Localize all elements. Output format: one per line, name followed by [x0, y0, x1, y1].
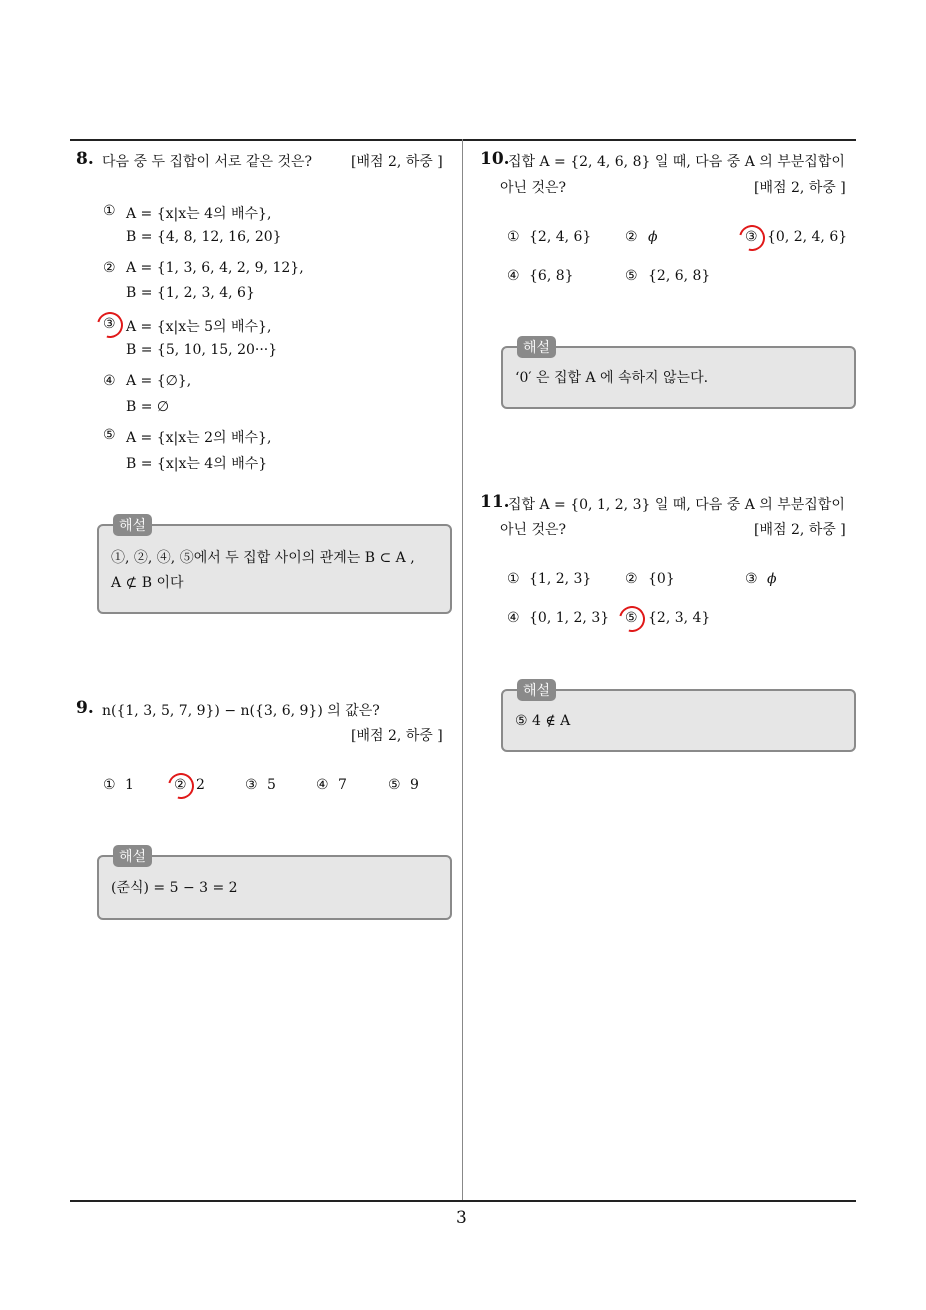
option-1-marker[interactable]: ①: [507, 571, 520, 587]
question-prompt-line2: 아닌 것은?: [500, 180, 567, 196]
option-5-value: {2, 6, 8}: [648, 268, 711, 284]
explanation-label: 해설: [113, 514, 152, 536]
explanation-line1: ①, ②, ④, ⑤에서 두 집합 사이의 관계는 B ⊂ A ,: [111, 550, 415, 566]
score-meta: [배점 2, 하중 ]: [351, 154, 443, 170]
question-prompt-line2: 아닌 것은?: [500, 522, 567, 538]
explanation-box: [97, 518, 452, 614]
question-number: 11.: [480, 492, 510, 512]
option-3-marker[interactable]: ③: [245, 777, 258, 793]
score-meta: [배점 2, 하중 ]: [754, 180, 846, 196]
option-3-marker[interactable]: ③: [745, 229, 758, 245]
option-1-value: {2, 4, 6}: [529, 229, 592, 245]
option-1-value: 1: [125, 777, 134, 793]
answer-circle-mark: [92, 307, 128, 343]
score-meta: [배점 2, 하중 ]: [754, 522, 846, 538]
option-2-marker[interactable]: ②: [625, 229, 638, 245]
option-4-value: {6, 8}: [529, 268, 574, 284]
option-5-line2: B = {x|x는 4의 배수}: [126, 456, 268, 472]
option-4-line2: B = ∅: [126, 399, 170, 415]
option-2-marker[interactable]: ②: [103, 260, 116, 276]
option-3-line1: A = {x|x는 5의 배수},: [126, 319, 272, 335]
option-2-line2: B = {1, 2, 3, 4, 6}: [126, 285, 255, 301]
question-number: 10.: [480, 149, 510, 169]
option-2-line1: A = {1, 3, 6, 4, 2, 9, 12},: [126, 260, 304, 276]
option-1-line2: B = {4, 8, 12, 16, 20}: [126, 229, 282, 245]
explanation-box: [97, 849, 452, 920]
explanation-line2: A ⊄ B 이다: [111, 575, 184, 591]
explanation-label: 해설: [517, 679, 556, 701]
question-prompt-line1: 집합 A = {2, 4, 6, 8} 일 때, 다음 중 A 의 부분집합이: [508, 154, 845, 170]
option-3-line2: B = {5, 10, 15, 20···}: [126, 342, 278, 358]
explanation-box: [501, 683, 856, 752]
option-1-marker[interactable]: ①: [103, 777, 116, 793]
option-5-line1: A = {x|x는 2의 배수},: [126, 430, 272, 446]
option-2-marker[interactable]: ②: [625, 571, 638, 587]
explanation-label: 해설: [113, 845, 152, 867]
option-4-value: {0, 1, 2, 3}: [529, 610, 610, 626]
question-prompt: 다음 중 두 집합이 서로 같은 것은?: [102, 154, 313, 170]
column-divider: [462, 139, 463, 1201]
option-4-line1: A = {∅},: [126, 373, 192, 389]
option-4-marker[interactable]: ④: [316, 777, 329, 793]
answer-circle-mark: [614, 601, 650, 637]
option-4-marker[interactable]: ④: [507, 610, 520, 626]
option-4-marker[interactable]: ④: [507, 268, 520, 284]
option-2-value: ϕ: [648, 229, 658, 245]
option-2-value: 2: [196, 777, 205, 793]
option-1-value: {1, 2, 3}: [529, 571, 592, 587]
option-5-value: 9: [410, 777, 419, 793]
option-5-marker[interactable]: ⑤: [388, 777, 401, 793]
option-3-marker[interactable]: ③: [103, 316, 116, 332]
question-prompt-line1: 집합 A = {0, 1, 2, 3} 일 때, 다음 중 A 의 부분집합이: [508, 497, 845, 513]
option-4-marker[interactable]: ④: [103, 373, 116, 389]
option-3-marker[interactable]: ③: [745, 571, 758, 587]
question-number: 9.: [76, 698, 94, 718]
option-1-marker[interactable]: ①: [103, 203, 116, 219]
option-5-marker[interactable]: ⑤: [103, 427, 116, 443]
explanation-label: 해설: [517, 336, 556, 358]
option-3-value: ϕ: [767, 571, 777, 587]
question-prompt: n({1, 3, 5, 7, 9}) − n({3, 6, 9}) 의 값은?: [102, 703, 380, 719]
option-5-marker[interactable]: ⑤: [625, 610, 638, 626]
question-number: 8.: [76, 149, 94, 169]
option-2-value: {0}: [648, 571, 675, 587]
option-4-value: 7: [338, 777, 347, 793]
option-5-value: {2, 3, 4}: [648, 610, 711, 626]
option-3-value: {0, 2, 4, 6}: [767, 229, 848, 245]
explanation-line1: (준식) = 5 − 3 = 2: [111, 880, 238, 896]
explanation-line1: ‘0′ 은 집합 A 에 속하지 않는다.: [515, 370, 709, 386]
answer-circle-mark: [734, 220, 770, 256]
explanation-line1: ⑤ 4 ∉ A: [515, 713, 571, 729]
option-3-value: 5: [267, 777, 276, 793]
top-rule: [70, 139, 856, 141]
option-1-line1: A = {x|x는 4의 배수},: [126, 206, 272, 222]
option-1-marker[interactable]: ①: [507, 229, 520, 245]
bottom-rule: [70, 1200, 856, 1202]
answer-circle-mark: [163, 768, 199, 804]
score-meta: [배점 2, 하중 ]: [351, 728, 443, 744]
option-2-marker[interactable]: ②: [174, 777, 187, 793]
option-5-marker[interactable]: ⑤: [625, 268, 638, 284]
page-number: 3: [456, 1208, 467, 1228]
explanation-box: [501, 340, 856, 409]
